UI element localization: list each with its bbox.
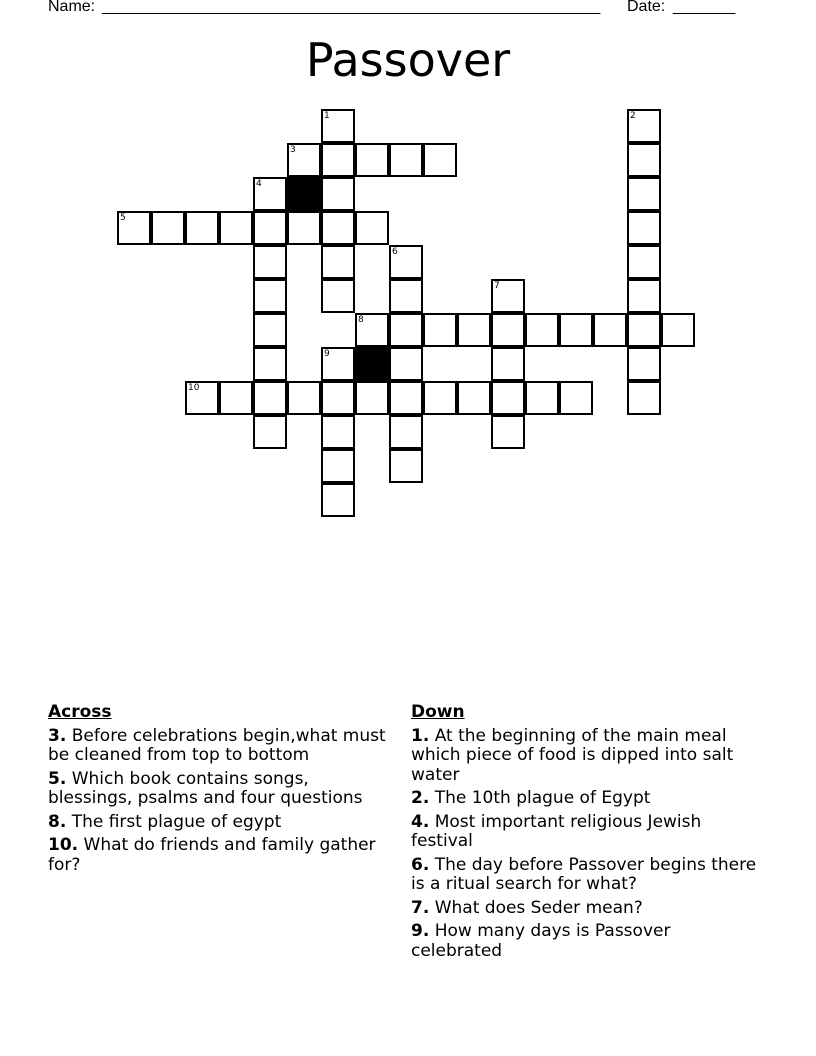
clue-number: 1.	[411, 725, 430, 746]
clue-number: 3.	[48, 725, 67, 746]
crossword-cell[interactable]	[253, 177, 287, 211]
crossword-cell[interactable]	[559, 381, 593, 415]
crossword-cell[interactable]	[389, 143, 423, 177]
cell-clue-number: 4	[256, 179, 262, 189]
crossword-cell[interactable]	[525, 381, 559, 415]
crossword-cell[interactable]	[491, 415, 525, 449]
crossword-cell[interactable]	[321, 415, 355, 449]
crossword-cell[interactable]	[253, 347, 287, 381]
crossword-cell[interactable]	[627, 279, 661, 313]
clue-down-6	[411, 856, 766, 895]
cell-clue-number: 5	[120, 213, 126, 223]
across-heading: Across	[48, 702, 112, 722]
crossword-cell[interactable]	[423, 381, 457, 415]
clue-text: How many days is Passover celebrated	[411, 921, 671, 961]
cell-clue-number: 3	[290, 145, 296, 155]
crossword-cell[interactable]	[321, 279, 355, 313]
crossword-cell[interactable]	[321, 449, 355, 483]
cell-clue-number: 9	[324, 349, 330, 359]
cell-clue-number: 10	[188, 383, 200, 393]
crossword-cell[interactable]	[491, 279, 525, 313]
cell-clue-number: 6	[392, 247, 398, 257]
page-title: Passover	[305, 33, 511, 87]
crossword-cell[interactable]	[151, 211, 185, 245]
crossword-cell[interactable]	[627, 381, 661, 415]
crossword-cell[interactable]	[389, 449, 423, 483]
crossword-cell[interactable]	[185, 381, 219, 415]
cell-clue-number: 2	[630, 111, 636, 121]
crossword-cell[interactable]	[185, 211, 219, 245]
crossword-cell[interactable]	[321, 245, 355, 279]
date-label: Date:	[627, 0, 666, 15]
crossword-cell[interactable]	[627, 313, 661, 347]
clue-text: Which book contains songs, blessings, psalms and four questions	[48, 768, 363, 808]
name-field-line[interactable]: ________________________________________________________	[102, 0, 601, 15]
name-label: Name:	[48, 0, 96, 15]
crossword-cell[interactable]	[457, 313, 491, 347]
crossword-cell[interactable]	[491, 313, 525, 347]
crossword-cell[interactable]	[627, 245, 661, 279]
crossword-cell[interactable]	[321, 381, 355, 415]
clue-down-9	[411, 922, 766, 961]
cell-clue-number: 1	[324, 111, 330, 121]
clue-number: 2.	[411, 788, 430, 808]
cell-clue-number: 8	[358, 315, 364, 325]
crossword-cell[interactable]	[287, 211, 321, 245]
clue-text: The first plague of egypt	[71, 811, 282, 832]
clue-down-1	[411, 727, 766, 786]
crossword-cell[interactable]	[321, 109, 355, 143]
crossword-cell[interactable]	[389, 347, 423, 381]
crossword-black-square	[355, 347, 389, 381]
crossword-cell[interactable]	[355, 313, 389, 347]
clue-text: What does Seder mean?	[434, 897, 643, 918]
crossword-cell[interactable]	[559, 313, 593, 347]
crossword-cell[interactable]	[287, 143, 321, 177]
clue-text: At the beginning of the main meal which piece of food is dipped into salt water	[411, 725, 734, 785]
across-clues	[48, 703, 398, 879]
crossword-cell[interactable]	[627, 347, 661, 381]
crossword-cell[interactable]	[423, 143, 457, 177]
clue-text: Most important religious Jewish festival	[411, 811, 702, 851]
crossword-cell[interactable]	[321, 483, 355, 517]
crossword-cell[interactable]	[389, 279, 423, 313]
crossword-cell[interactable]	[355, 143, 389, 177]
clue-text: Before celebrations begin,what must be cleaned from top to bottom	[48, 725, 386, 765]
crossword-cell[interactable]	[491, 347, 525, 381]
clue-number: 10.	[48, 835, 79, 855]
crossword-cell[interactable]	[321, 347, 355, 381]
clue-across-8	[48, 813, 398, 833]
crossword-cell[interactable]	[253, 415, 287, 449]
crossword-cell[interactable]	[661, 313, 695, 347]
crossword-cell[interactable]	[627, 109, 661, 143]
clue-number: 8.	[48, 811, 67, 832]
date-field-line[interactable]: _______	[673, 0, 736, 15]
down-heading: Down	[411, 702, 465, 722]
crossword-cell[interactable]	[321, 143, 355, 177]
clue-text: What do friends and family gather for?	[48, 835, 376, 875]
crossword-cell[interactable]	[219, 211, 253, 245]
crossword-cell[interactable]	[491, 381, 525, 415]
crossword-cell[interactable]	[355, 381, 389, 415]
crossword-cell[interactable]	[253, 313, 287, 347]
crossword-cell[interactable]	[253, 381, 287, 415]
crossword-cell[interactable]	[321, 211, 355, 245]
crossword-cell[interactable]	[627, 143, 661, 177]
clue-number: 7.	[411, 897, 430, 918]
crossword-cell[interactable]	[389, 381, 423, 415]
clue-number: 5.	[48, 768, 67, 789]
clue-down-2	[411, 789, 766, 809]
crossword-cell[interactable]	[457, 381, 491, 415]
clue-across-10	[48, 836, 398, 875]
cell-clue-number: 7	[494, 281, 500, 291]
crossword-cell[interactable]	[253, 279, 287, 313]
crossword-cell[interactable]	[253, 245, 287, 279]
crossword-cell[interactable]	[627, 211, 661, 245]
clue-number: 4.	[411, 811, 430, 832]
crossword-cell[interactable]	[423, 313, 457, 347]
crossword-cell[interactable]	[219, 381, 253, 415]
crossword-cell[interactable]	[389, 415, 423, 449]
crossword-cell[interactable]	[593, 313, 627, 347]
crossword-cell[interactable]	[117, 211, 151, 245]
clue-down-7	[411, 899, 766, 919]
clue-number: 6.	[411, 854, 430, 875]
down-clues	[411, 703, 766, 965]
crossword-black-square	[287, 177, 321, 211]
crossword-cell[interactable]	[389, 313, 423, 347]
crossword-cell[interactable]	[355, 211, 389, 245]
crossword-cell[interactable]	[389, 245, 423, 279]
crossword-cell[interactable]	[627, 177, 661, 211]
clue-across-5	[48, 770, 398, 809]
clue-down-4	[411, 813, 766, 852]
clue-across-3	[48, 727, 398, 766]
clue-number: 9.	[411, 921, 430, 941]
crossword-cell[interactable]	[525, 313, 559, 347]
crossword-cell[interactable]	[253, 211, 287, 245]
crossword-cell[interactable]	[287, 381, 321, 415]
crossword-cell[interactable]	[321, 177, 355, 211]
clue-text: The day before Passover begins there is a ritual search for what?	[411, 854, 757, 894]
clue-text: The 10th plague of Egypt	[434, 788, 651, 808]
